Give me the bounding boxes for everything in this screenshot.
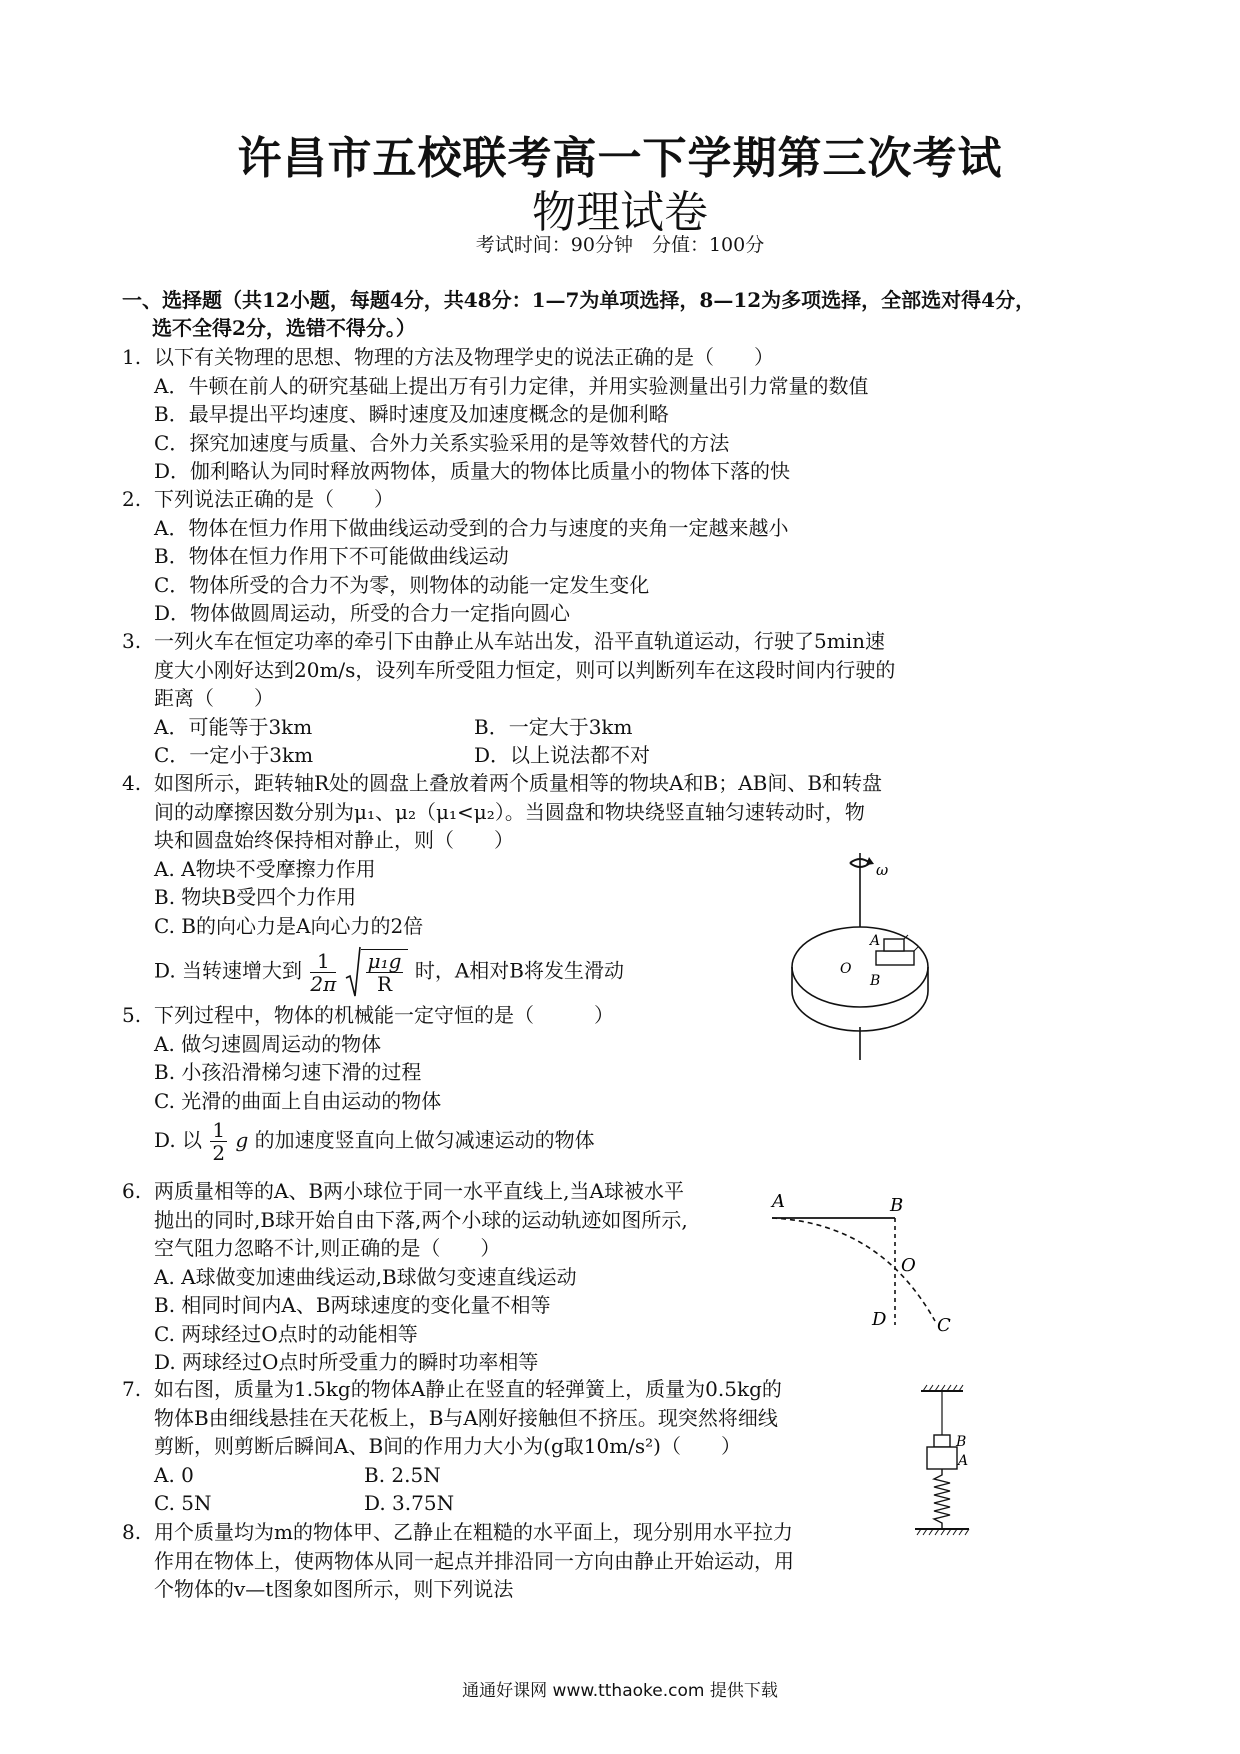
option-d-prefix: D. 以 [154, 1128, 203, 1152]
option-b: B．物体在恒力作用下不可能做曲线运动 [154, 544, 509, 568]
option-a: A．物体在恒力作用下做曲线运动受到的合力与速度的夹角一定越来越小 [154, 515, 789, 540]
question-stem-line2: 间的动摩擦因数分别为μ₁、μ₂（μ₁<μ₂）。当圆盘和物块绕竖直轴匀速转动时，物 [154, 799, 865, 824]
option-d: D．伽利略认为同时释放两物体，质量大的物体比质量小的物体下落的快 [154, 459, 791, 483]
option-c: C．物体所受的合力不为零，则物体的动能一定发生变化 [154, 572, 650, 597]
exam-title: 许昌市五校联考高一下学期第三次考试 [237, 133, 1003, 184]
section-heading-line1: 一、选择题（共12小题，每题4分，共48分：1—7为单项选择，8—12为多项选择，全部选对得4分， [122, 288, 1036, 312]
question-stem-line2: 物体B由细线悬挂在天花板上，B与A刚好接触但不挤压。现突然将细线 [154, 1405, 778, 1430]
formula-fraction [210, 1119, 227, 1164]
option-c: C. B的向心力是A向心力的2倍 [154, 913, 424, 938]
section-heading [122, 286, 1132, 342]
block-a-label: A [870, 933, 881, 949]
option-b: B. 物块B受四个力作用 [154, 885, 357, 909]
option-a: A. 做匀速圆周运动的物体 [154, 1031, 382, 1056]
exam-subtitle: 物理试卷 [532, 187, 708, 238]
point-d-label: D [872, 1309, 887, 1330]
question-stem-line2: 度大小刚好达到20m/s，设列车所受阻力恒定，则可以判断列车在这段时间内行驶的 [154, 657, 896, 682]
section-heading-line2: 选不全得2分，选错不得分。） [152, 316, 416, 340]
question-stem-line3: 剪断，则剪断后瞬间A、B间的作用力大小为(g取10m/s²)（ ） [154, 1434, 741, 1458]
formula-variable: g [235, 1128, 249, 1152]
option-a: A. A球做变加速曲线运动,B球做匀变速直线运动 [154, 1264, 577, 1289]
fraction-denominator: 2 [212, 1141, 226, 1165]
sqrt-sign-icon [345, 946, 361, 998]
question-stem: 以下有关物理的思想、物理的方法及物理学史的说法正确的是（ ） [154, 345, 774, 369]
option-d: D．物体做圆周运动，所受的合力一定指向圆心 [154, 601, 571, 625]
sqrt-numerator: μ₁g [367, 949, 402, 973]
point-c-label: C [937, 1315, 951, 1333]
option-a: A．牛顿在前人的研究基础上提出万有引力定律，并用实验测量出引力常量的数值 [154, 373, 869, 398]
question-stem: 下列过程中，物体的机械能一定守恒的是（ ） [154, 1003, 614, 1027]
option-c: C．探究加速度与质量、合外力关系实验采用的是等效替代的方法 [154, 430, 730, 455]
option-d: D. 两球经过O点时所受重力的瞬时功率相等 [154, 1350, 539, 1374]
question-2 [122, 485, 982, 628]
option-b: B．一定大于3km [474, 714, 633, 739]
question-number: 6. [122, 1179, 142, 1203]
question-8 [122, 1518, 982, 1604]
point-o-label: O [901, 1255, 916, 1276]
page-footer: 通通好课网 www.tthaoke.com 提供下载 [462, 1681, 778, 1701]
option-c: C. 5N [154, 1491, 212, 1515]
block-a-label: A [958, 1453, 969, 1469]
question-number: 1. [122, 345, 142, 369]
block-b-label: B [956, 1434, 967, 1450]
figure-rotating-disk [790, 845, 970, 1065]
question-stem-line3: 块和圆盘始终保持相对静止，则（ ） [154, 828, 514, 852]
question-stem-line1: 用个质量均为m的物体甲、乙静止在粗糙的水平面上，现分别用水平拉力 [154, 1520, 793, 1544]
question-number: 7. [122, 1377, 142, 1401]
option-a: A. A物块不受摩擦力作用 [154, 856, 376, 881]
question-stem-line1: 如图所示，距转轴R处的圆盘上叠放着两个质量相等的物块A和B；AB间、B和转盘 [154, 771, 883, 795]
question-stem: 下列说法正确的是（ ） [154, 487, 394, 511]
question-stem-line1: 如右图，质量为1.5kg的物体A静止在竖直的轻弹簧上，质量为0.5kg的 [154, 1377, 782, 1401]
question-stem-line3: 距离（ ） [154, 686, 274, 710]
question-number: 5. [122, 1003, 142, 1027]
omega-label: ω [876, 861, 889, 879]
option-c: C．一定小于3km [154, 743, 314, 767]
option-a: A. 0 [154, 1462, 194, 1487]
option-d: D. 3.75N [364, 1491, 455, 1515]
exam-meta: 考试时间：90分钟 分值：100分 [475, 234, 765, 256]
sqrt-denominator: R [377, 972, 393, 996]
option-c: C. 光滑的曲面上自由运动的物体 [154, 1088, 442, 1113]
question-3 [122, 627, 982, 770]
fraction-numerator: 1 [310, 950, 336, 973]
question-stem-line3: 空气阻力忽略不计,则正确的是（ ） [154, 1236, 501, 1260]
fraction-denominator: 2π [310, 971, 337, 996]
question-stem-line2: 抛出的同时,B球开始自由下落,两个小球的运动轨迹如图所示, [154, 1207, 688, 1232]
block-b-label: B [870, 973, 881, 989]
question-stem-line3: 个物体的v—t图象如图所示，则下列说法 [154, 1577, 514, 1601]
figure-projectile [770, 1183, 970, 1333]
question-7 [122, 1375, 982, 1518]
question-number: 3. [122, 629, 142, 653]
question-stem-line1: 两质量相等的A、B两小球位于同一水平直线上,当A球被水平 [154, 1179, 684, 1203]
point-a-label: A [772, 1191, 785, 1212]
center-o-label: O [840, 961, 852, 977]
option-b: B. 相同时间内A、B两球速度的变化量不相等 [154, 1293, 551, 1317]
question-stem-line1: 一列火车在恒定功率的牵引下由静止从车站出发，沿平直轨道运动，行驶了5min速 [154, 629, 885, 653]
option-a: A．可能等于3km [154, 714, 313, 739]
point-b-label: B [890, 1195, 904, 1216]
option-d-suffix: 的加速度竖直向上做匀减速运动的物体 [254, 1128, 595, 1152]
option-d-prefix: D. 当转速增大到 [154, 958, 303, 983]
option-d-suffix: 时，A相对B将发生滑动 [414, 958, 624, 983]
option-d: D．以上说法都不对 [474, 743, 651, 767]
question-1 [122, 343, 982, 486]
option-b: B. 小孩沿滑梯匀速下滑的过程 [154, 1060, 422, 1084]
fraction-numerator: 1 [212, 1118, 226, 1142]
question-number: 8. [122, 1520, 142, 1544]
option-b: B．最早提出平均速度、瞬时速度及加速度概念的是伽利略 [154, 402, 669, 426]
option-c: C. 两球经过O点时的动能相等 [154, 1321, 418, 1346]
formula-sqrt [345, 946, 409, 998]
option-b: B. 2.5N [364, 1462, 441, 1487]
option-d [154, 1119, 982, 1164]
question-number: 2. [122, 487, 142, 511]
formula-fraction [310, 950, 336, 995]
question-number: 4. [122, 771, 142, 795]
figure-spring [905, 1383, 995, 1583]
question-stem-line2: 作用在物体上，使两物体从同一起点并排沿同一方向由静止开始运动，用 [154, 1548, 794, 1573]
